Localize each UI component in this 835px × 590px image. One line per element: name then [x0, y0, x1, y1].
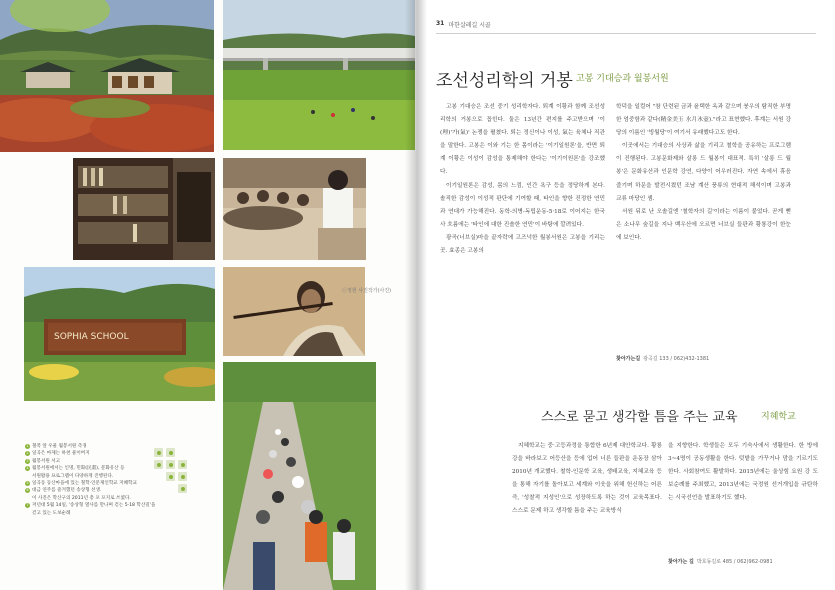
directions-address: 박호동길로 485 / 062)962-0981: [696, 559, 773, 565]
caption-7-cont: 걷고 있는 도보순례: [32, 510, 71, 516]
paragraph: 학덕을 일컬어 "참 단련된 금과 윤택한 옥과 같으며 붕우의 탐직한 부명한 엄중함과 같다(精金美玉 水月氷壺)."라고 표현했다. 후계는 서원 강당의 이름인 '빙월당'이 여기서 유래했다고도 한다.: [616, 104, 791, 137]
directions-address: 광곡길 133 / 062)432-1381: [643, 356, 710, 362]
layout-key-cell: [178, 484, 187, 493]
layout-key-cell: [166, 472, 175, 481]
article1-directions: [616, 355, 709, 362]
caption-6-cont: 이 사진은 학산구의 2011년 총 포 포지로 쓰였다.: [32, 495, 131, 501]
running-head: [436, 20, 491, 29]
photo-credit: ⓒ정현 사진작가(사진): [342, 288, 392, 294]
photo-sophia-school-sign: [24, 267, 215, 401]
caption-6: 6 대금 연주를 즐겨했던 송상형 선생.: [26, 488, 102, 494]
directions-label: 찾아가는 길: [668, 559, 694, 565]
article2-title: 스스로 묻고 생각할 틈을 주는 교육: [541, 410, 738, 425]
paragraph: 고봉 기대승은 조선 중기 성리학자다. 퇴계 이황과 함께 조선성리학의 거봉으로 꼽힌다. 둘은 13년간 편지를 주고받으며 '이(理)'가(氣)' 논쟁을 펼쳤다. 퇴는 정신이나 이성, 氣는 육체나 직관을 말한다. 고봉은 이와 기는 한 몸이라는 '이기일원론'을, 반면 퇴계 이황은 이성이 감성을 통제해야 한다는 '이기이원론'을 강조했다.: [440, 104, 605, 176]
article1-title: 조선성리학의 거봉: [436, 71, 573, 91]
caption-2: 2 일곡은 마제는 하천 물이버지: [26, 451, 90, 457]
paragraph: 이곳에서는 기대승의 사상과 삶을 기리고 철학을 공유하는 프로그램이 진행된다. 고봉문화제와 살롱 드 월봉이 대표적. 특히 '살롱 드 월봉'은 문화유산과 인문학 강연, 다양이 어우러진다. 자연 속에서 휴음 즐기며 하문을 발전시켰던 조남 계산 풍류의 현대적 해석이며 고봉과 교류 마당인 셈.: [616, 143, 791, 202]
article1-column-1: [440, 101, 605, 363]
article2-directions: [668, 558, 773, 565]
caption-5: 5 일곡동 등산마을에 있는 철학·인문제인학교 지혜학교: [26, 481, 137, 487]
photo-seowon-village: [0, 0, 214, 152]
svg-text:SOPHIA SCHOOL: SOPHIA SCHOOL: [54, 332, 129, 342]
page-number: 31: [436, 20, 445, 27]
layout-key-cell: [154, 448, 163, 457]
photo-walking-pilgrimage: [223, 362, 376, 590]
article2-subtitle: 지혜학교: [761, 412, 796, 422]
article2-column-1: [512, 440, 662, 575]
section-name: 마한살레길 시골: [448, 22, 491, 29]
layout-key-cell: [166, 460, 175, 469]
photo-bridge-path: [223, 0, 415, 150]
caption-3: 3 월봉서원 서고: [26, 458, 61, 464]
caption-4-cont: 서원활용 프로그램이 다양하게 진행된다.: [32, 473, 114, 479]
header-rule: [436, 33, 816, 34]
photo-flute-player: [223, 267, 365, 356]
caption-1: 1 철폭 앞 우물 월봉서원 측경: [26, 444, 87, 449]
page-gutter: [405, 0, 427, 590]
article2-column-2: [668, 440, 818, 548]
photo-program-class: [223, 158, 366, 260]
photo-bookshelves: [73, 158, 215, 260]
article1-column-2: [616, 101, 791, 351]
layout-key-cell: [178, 472, 187, 481]
paragraph: 서원 뒤로 난 오솔길엔 '철학자의 길'이라는 이름이 붙었다. 곧게 뻗은 소나무 숲길을 지나 백우산에 오르면 너브실 들판과 황룡강이 한눈에 보인다.: [616, 208, 791, 241]
paragraph: 이기일원론은 감성, 몸의 느낌, 인간 욕구 등을 정당하게 본다. 솔직한 감성이 이성적 판단에 기여할 때, 타인을 향한 진정한 연민과 연대가 가능해진다. 동학-의병-독립운동-5·18로 이어지는 한국사 흐름에는 '타인에 대한 진솔한 연민'이 바탕에 깔려있다.: [440, 182, 605, 228]
layout-key-cell: [178, 460, 187, 469]
layout-key-cell: [166, 448, 175, 457]
caption-7: 7 저년대 5월 14일, '송상형 열사를 만나며 걷는 5·18 학산길'을: [26, 503, 156, 509]
paragraph: 광곡(너브실)마을 끝자락에 고즈넉한 월봉서원은 고봉을 기리는 곳. 효종은 고봉의: [440, 234, 605, 255]
article1-subtitle: 고봉 기대승과 월봉서원: [576, 74, 669, 84]
left-page: [0, 0, 415, 590]
paragraph: 을 지향한다. 학생들은 모두 기숙사에서 생활한다. 한 방에 3~4명이 공동생활을 한다. 텃밭을 가꾸거나 맘을 기르기도 한다. 사회참여도 활발하다. 2015년에는 울상힘 요원 강 도보순례를 주최했고, 2013년에는 국정원 선거개입을 규탄하는 시국선언을 발표하기도 했다.: [668, 443, 818, 502]
paragraph: 지혜학교는 중·고등과정을 통합한 6년제 대안학교다. 황룡강을 바라보고 어등산을 등에 업어 너른 들판을 운동장 삼아 2010년 개교했다. 철학-인문학 교육, 생태교육, 지혜교육 등을 통해 자기를 돌아보고 세계와 이웃을 위해 헌신하는 어른 즉, '성찰적 지성인'으로 성장하도록 하는 것이 교육목표다. 스스로 문제 하고 생각할 틈을 주는 교육방식: [512, 443, 662, 515]
directions-label: 찾아가는길: [616, 356, 641, 362]
photo-layout-key: [150, 448, 190, 508]
layout-key-cell: [154, 460, 163, 469]
caption-4: 4 월봉서원에서는 인명, 민화(民畫), 문화유산 등: [26, 466, 125, 472]
